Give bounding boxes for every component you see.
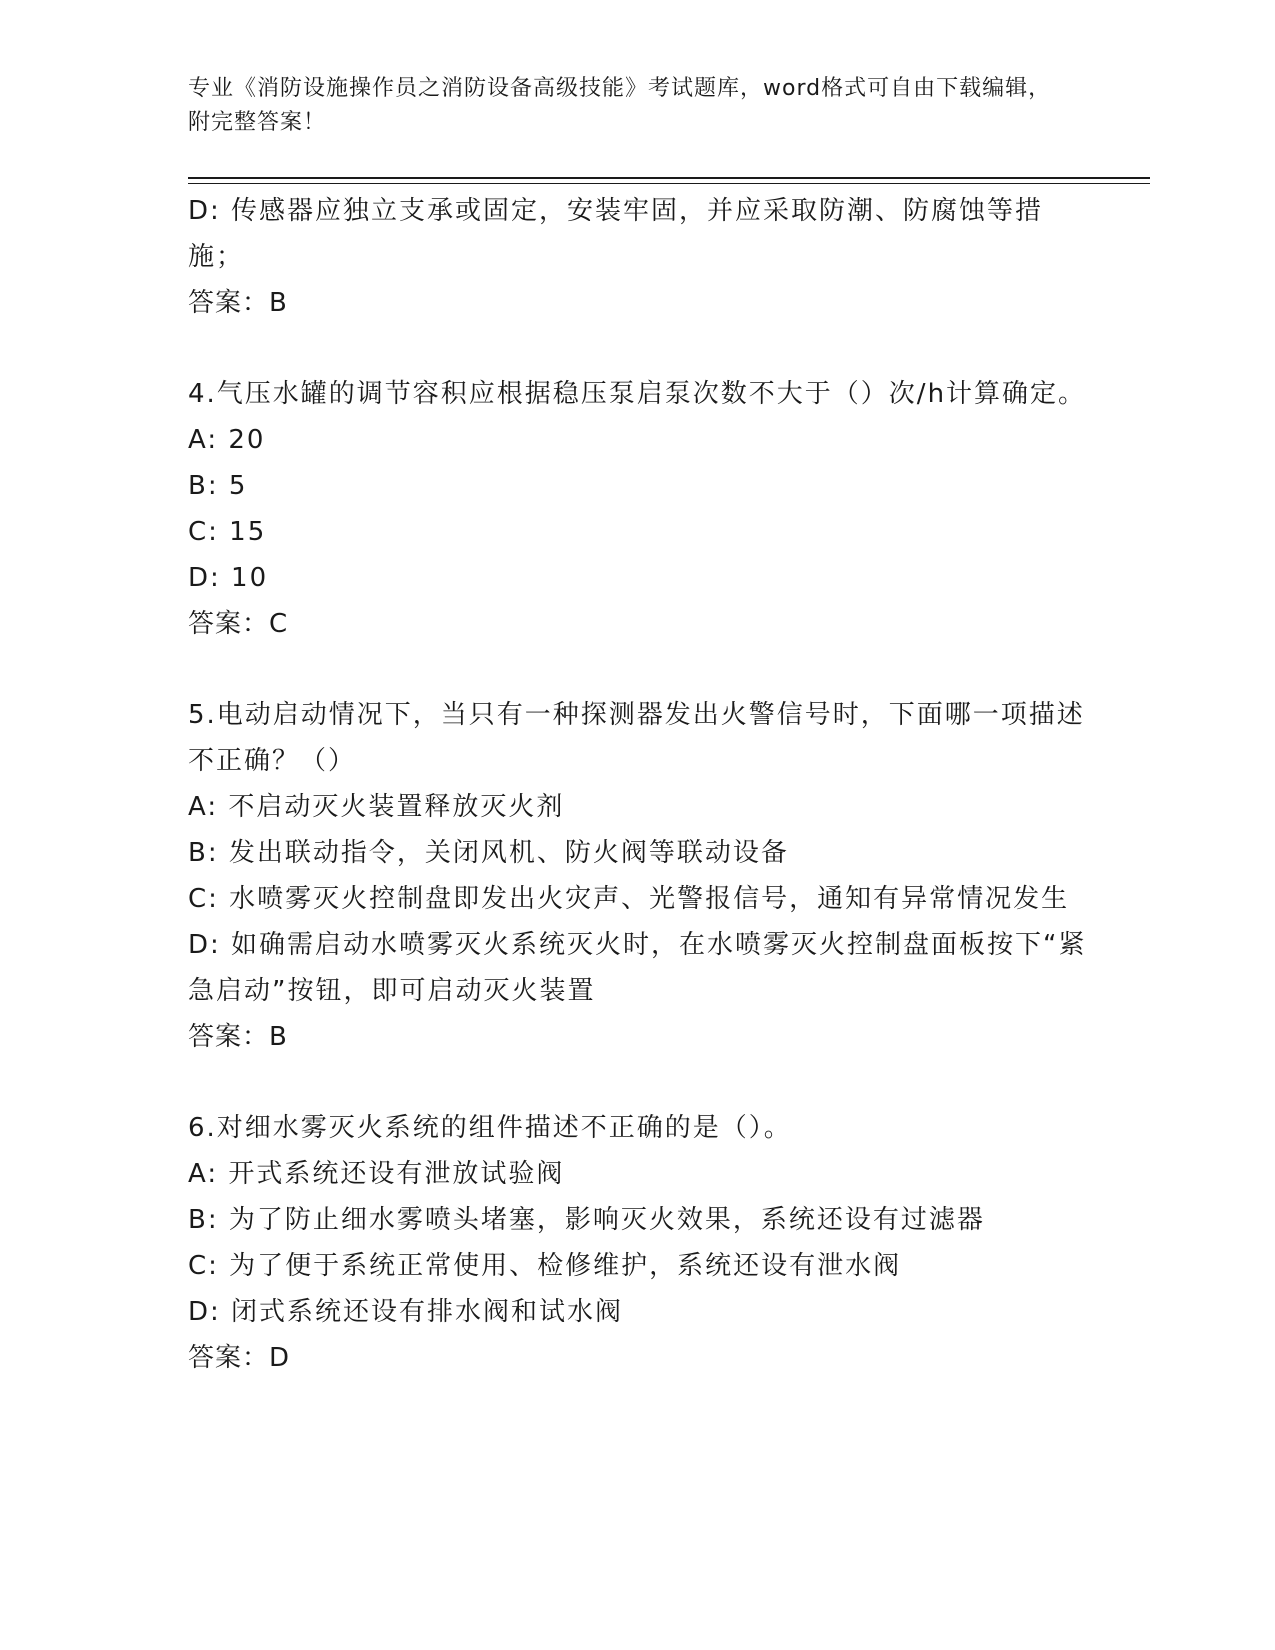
page-header: 专业《消防设施操作员之消防设备高级技能》考试题库，word格式可自由下载编辑，附完整答案！: [188, 76, 1052, 135]
question-answer: 答案：D: [188, 1343, 291, 1373]
question-answer: 答案：C: [188, 609, 289, 639]
option-a: A: 不启动灭火装置释放灭火剂: [188, 792, 565, 822]
header-rule-thin: [188, 183, 1150, 184]
question-5: [188, 692, 1088, 1060]
question-stem: 4.气压水罐的调节容积应根据稳压泵启泵次数不大于（）次/h计算确定。: [188, 379, 1087, 409]
option-d: D: 如确需启动水喷雾灭火系统灭火时，在水喷雾灭火控制盘面板按下“紧急启动”按钮，即可启动灭火装置: [188, 930, 1087, 1006]
option-d: D: 闭式系统还设有排水阀和试水阀: [188, 1297, 624, 1327]
option-c: C: 为了便于系统正常使用、检修维护，系统还设有泄水阀: [188, 1251, 902, 1281]
document-body: [188, 188, 1088, 1381]
option-d: D: 10: [188, 563, 269, 593]
option-c: C: 15: [188, 517, 267, 547]
q3-answer: 答案：B: [188, 288, 288, 318]
option-b: B: 为了防止细水雾喷头堵塞，影响灭火效果，系统还设有过滤器: [188, 1205, 985, 1235]
option-b: B: 发出联动指令，关闭风机、防火阀等联动设备: [188, 838, 789, 868]
question-4: [188, 371, 1088, 647]
question-stem: 6.对细水雾灭火系统的组件描述不正确的是（）。: [188, 1113, 792, 1143]
question-stem: 5.电动启动情况下，当只有一种探测器发出火警信号时，下面哪一项描述不正确？（）: [188, 700, 1085, 776]
question-answer: 答案：B: [188, 1022, 288, 1052]
header-rule-thick: [188, 177, 1150, 179]
question-6: [188, 1105, 1088, 1381]
option-b: B: 5: [188, 471, 248, 501]
option-a: A: 20: [188, 425, 266, 455]
option-c: C: 水喷雾灭火控制盘即发出火灾声、光警报信号，通知有异常情况发生: [188, 884, 1070, 914]
q3-option-d: D: 传感器应独立支承或固定，安装牢固，并应采取防潮、防腐蚀等措施；: [188, 196, 1044, 272]
option-a: A: 开式系统还设有泄放试验阀: [188, 1159, 565, 1189]
